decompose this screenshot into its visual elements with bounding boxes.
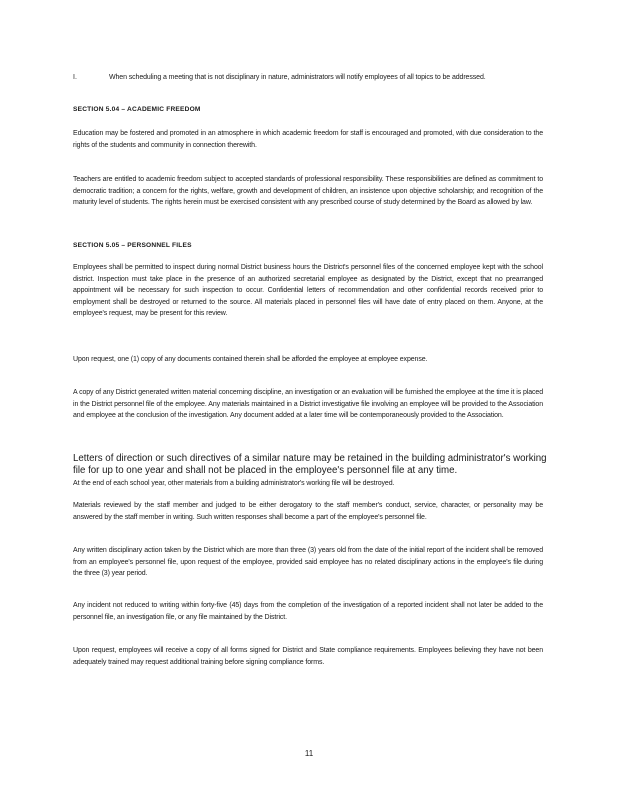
page-number: 11	[304, 749, 314, 758]
section-505-heading: SECTION 5.05 – PERSONNEL FILES	[73, 242, 192, 249]
paragraph: At the end of each school year, other materials from a building administrator's working file will be destroyed.	[73, 480, 395, 487]
paragraph: Employees shall be permitted to inspect during normal District business hours the District's personnel files of the concerned employee kept with the school district. Inspection must take place in the presence of an authorized secretarial employee as designated by the District, except that no prearranged appointment will be necessary for such inspection to occur. Confidential letters of recommendation and other confidential records received prior to employment shall be destroyed or returned to the source. All materials placed in personnel files will have date of entry placed on them. Anyone, at the employee's request, may be present for this review.	[73, 264, 543, 318]
paragraph: Education may be fostered and promoted in an atmosphere in which academic freedom for staff is encouraged and promoted, with due consideration to the rights of the students and community in connection therewith.	[73, 130, 543, 149]
paragraph: Any written disciplinary action taken by the District which are more than three (3) years old from the date of the initial report of the incident shall be removed from an employee's personnel file, upon request of the employee, provided said employee has no related disciplinary actions in the employee's file during the three (3) year period.	[73, 547, 543, 578]
paragraph: Teachers are entitled to academic freedom subject to accepted standards of professional responsibility. These responsibilities are defined as commitment to democratic tradition; a concern for the rights, welfare, growth and development of children, an insistence upon objective scholarship; and recognition of the maturity level of students. The rights herein must be exercised consistent with any prescribed course of study determined by the Board as allowed by law.	[73, 176, 543, 207]
paragraph: A copy of any District generated written material concerning discipline, an investigation or an evaluation will be furnished the employee at the time it is placed in the District personnel file of the employee. Any materials maintained in a District investigative file involving an employee will be provided to the Association and employee at the conclusion of the investigation. Any document added at a later time will be contemporaneously provided to the Association.	[73, 389, 543, 420]
paragraph: Upon request, employees will receive a copy of all forms signed for District and State compliance requirements. Employees believing they have not been adequately trained may request additional training before signing compliance forms.	[73, 647, 543, 666]
paragraph: Materials reviewed by the staff member and judged to be either derogatory to the staff member's conduct, service, character, or personality may be answered by the staff member in writing. Such written responses shall become a part of the employee's personnel file.	[73, 502, 543, 521]
section-504-heading: SECTION 5.04 – ACADEMIC FREEDOM	[73, 106, 201, 113]
paragraph: Upon request, one (1) copy of any documents contained therein shall be afforded the employee at employee expense.	[73, 356, 428, 363]
list-item-text: When scheduling a meeting that is not disciplinary in nature, administrators will notify employees of all topics to be addressed.	[109, 74, 486, 81]
paragraph: Any incident not reduced to writing within forty-five (45) days from the completion of the investigation of a reported incident shall not later be added to the personnel file, an investigation file, or any file maintained by the District.	[73, 602, 543, 621]
large-text-paragraph: Letters of direction or such directives of a similar nature may be retained in the building administrator's working file for up to one year and shall not be placed in the employee's personnel file at any time.	[73, 453, 547, 476]
list-item-number: I.	[73, 74, 77, 81]
